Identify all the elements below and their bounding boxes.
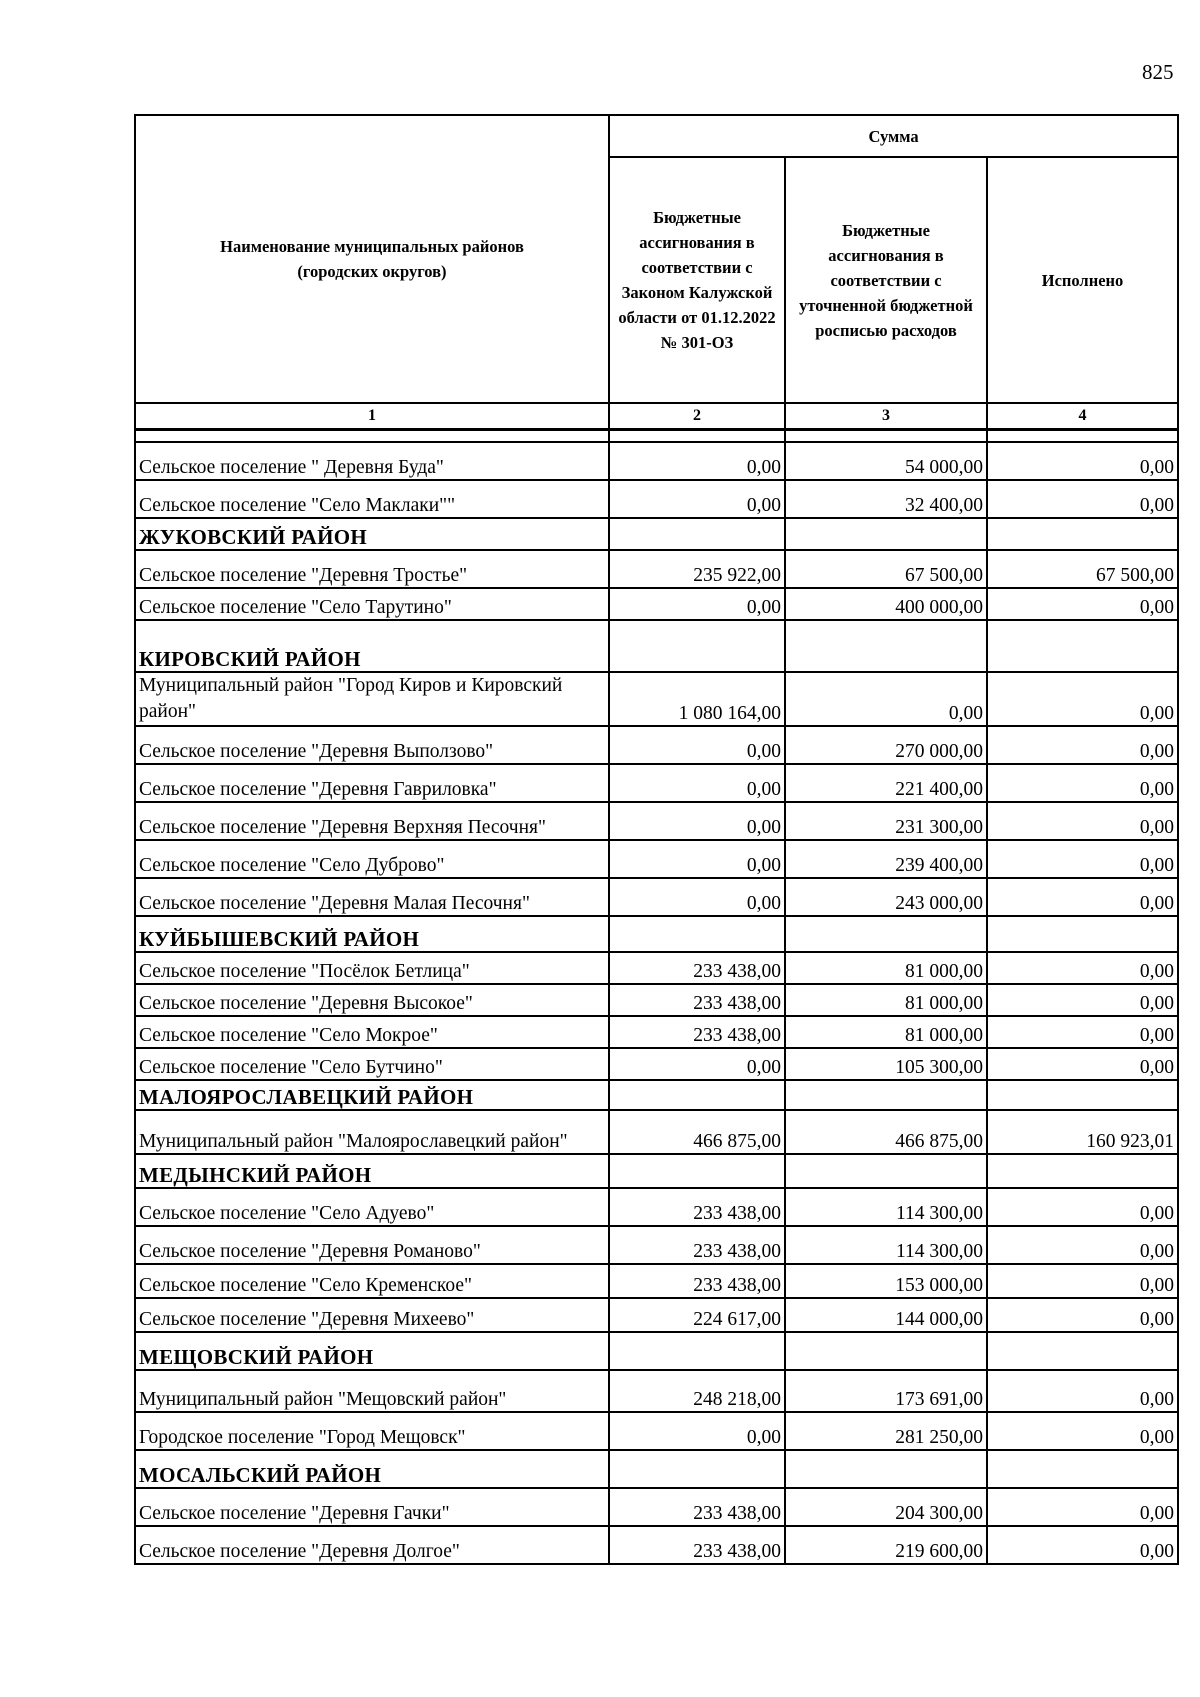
row-name: Сельское поселение "Деревня Малая Песочня" [135,878,609,916]
law-allocation-value: 233 438,00 [609,1016,785,1048]
table-body [135,442,1178,1564]
executed-value: 0,00 [987,840,1178,878]
district-row [135,916,1178,952]
refined-allocation-value [785,620,987,672]
law-allocation-value [609,916,785,952]
row-name: Сельское поселение "Посёлок Бетлица" [135,952,609,984]
row-name: Сельское поселение "Село Кременское" [135,1264,609,1298]
table-row [135,726,1178,764]
law-allocation-value [609,1332,785,1370]
column-number: 3 [785,403,987,430]
refined-allocation-value: 105 300,00 [785,1048,987,1080]
table-row [135,1488,1178,1526]
refined-allocation-value: 144 000,00 [785,1298,987,1332]
row-name: МЕЩОВСКИЙ РАЙОН [135,1332,609,1370]
row-name: Муниципальный район "Малоярославецкий район" [135,1110,609,1154]
column-group-sum: Сумма [609,115,1178,157]
refined-allocation-value: 114 300,00 [785,1188,987,1226]
refined-allocation-value [785,1450,987,1488]
refined-allocation-value: 173 691,00 [785,1370,987,1412]
row-name: Сельское поселение "Деревня Долгое" [135,1526,609,1564]
row-name: Сельское поселение "Деревня Романово" [135,1226,609,1264]
executed-value: 0,00 [987,802,1178,840]
executed-value: 0,00 [987,1526,1178,1564]
refined-allocation-value: 81 000,00 [785,984,987,1016]
law-allocation-value: 1 080 164,00 [609,672,785,726]
table-row [135,878,1178,916]
refined-allocation-value: 204 300,00 [785,1488,987,1526]
executed-value: 0,00 [987,984,1178,1016]
table-row [135,1264,1178,1298]
law-allocation-value: 0,00 [609,480,785,518]
table-row [135,1412,1178,1450]
column-header-refined-allocations: Бюджетные ассигнования в соответствии с уточненной бюджетной росписью расходов [785,157,987,403]
executed-value: 0,00 [987,1412,1178,1450]
row-name: МЕДЫНСКИЙ РАЙОН [135,1154,609,1188]
row-name: Сельское поселение " Деревня Буда" [135,442,609,480]
refined-allocation-value [785,1154,987,1188]
executed-value: 0,00 [987,588,1178,620]
law-allocation-value: 0,00 [609,1412,785,1450]
refined-allocation-value: 54 000,00 [785,442,987,480]
refined-allocation-value: 219 600,00 [785,1526,987,1564]
column-header-law-allocations: Бюджетные ассигнования в соответствии с Законом Калужской области от 01.12.2022 № 301-ОЗ [609,157,785,403]
refined-allocation-value: 239 400,00 [785,840,987,878]
row-name: Сельское поселение "Деревня Тростье" [135,550,609,588]
executed-value: 0,00 [987,480,1178,518]
row-name: Муниципальный район "Мещовский район" [135,1370,609,1412]
budget-table [134,114,1179,1565]
refined-allocation-value [785,1332,987,1370]
law-allocation-value [609,1080,785,1110]
refined-allocation-value: 221 400,00 [785,764,987,802]
law-allocation-value [609,1450,785,1488]
table-row [135,1188,1178,1226]
executed-value [987,1080,1178,1110]
district-row [135,1080,1178,1110]
table-row [135,1298,1178,1332]
law-allocation-value: 0,00 [609,1048,785,1080]
column-number: 4 [987,403,1178,430]
executed-value: 0,00 [987,442,1178,480]
executed-value: 0,00 [987,672,1178,726]
table-row [135,764,1178,802]
table-row [135,952,1178,984]
law-allocation-value [609,1154,785,1188]
law-allocation-value: 0,00 [609,442,785,480]
table-row [135,984,1178,1016]
law-allocation-value: 233 438,00 [609,1488,785,1526]
table-row [135,442,1178,480]
law-allocation-value: 233 438,00 [609,984,785,1016]
refined-allocation-value: 400 000,00 [785,588,987,620]
executed-value: 0,00 [987,764,1178,802]
header-spacer [135,430,1178,443]
law-allocation-value: 235 922,00 [609,550,785,588]
refined-allocation-value [785,1080,987,1110]
executed-value [987,620,1178,672]
district-row [135,1450,1178,1488]
law-allocation-value: 0,00 [609,588,785,620]
table-row [135,480,1178,518]
refined-allocation-value: 270 000,00 [785,726,987,764]
page-number: 825 [1142,60,1174,84]
row-name: Сельское поселение "Село Бутчино" [135,1048,609,1080]
row-name: Муниципальный район "Город Киров и Кировский район" [135,672,609,726]
row-name: МОСАЛЬСКИЙ РАЙОН [135,1450,609,1488]
row-name: Сельское поселение "Село Адуево" [135,1188,609,1226]
table-row [135,1016,1178,1048]
executed-value [987,1332,1178,1370]
law-allocation-value: 466 875,00 [609,1110,785,1154]
row-name: Сельское поселение "Село Маклаки"" [135,480,609,518]
executed-value: 0,00 [987,952,1178,984]
executed-value: 0,00 [987,878,1178,916]
row-name: Сельское поселение "Село Дуброво" [135,840,609,878]
table-row [135,840,1178,878]
refined-allocation-value: 81 000,00 [785,952,987,984]
refined-allocation-value: 114 300,00 [785,1226,987,1264]
refined-allocation-value: 67 500,00 [785,550,987,588]
table-row [135,1048,1178,1080]
row-name: Сельское поселение "Село Тарутино" [135,588,609,620]
row-name: ЖУКОВСКИЙ РАЙОН [135,518,609,550]
executed-value: 160 923,01 [987,1110,1178,1154]
row-name: Городское поселение "Город Мещовск" [135,1412,609,1450]
row-name: КУЙБЫШЕВСКИЙ РАЙОН [135,916,609,952]
refined-allocation-value: 466 875,00 [785,1110,987,1154]
row-name: Сельское поселение "Деревня Верхняя Песочня" [135,802,609,840]
row-name: КИРОВСКИЙ РАЙОН [135,620,609,672]
executed-value: 0,00 [987,1048,1178,1080]
row-name: Сельское поселение "Деревня Михеево" [135,1298,609,1332]
row-name: Сельское поселение "Деревня Выползово" [135,726,609,764]
district-row [135,518,1178,550]
table-row [135,588,1178,620]
refined-allocation-value: 243 000,00 [785,878,987,916]
law-allocation-value: 0,00 [609,764,785,802]
district-row [135,620,1178,672]
law-allocation-value: 233 438,00 [609,1264,785,1298]
executed-value: 0,00 [987,1188,1178,1226]
executed-value: 67 500,00 [987,550,1178,588]
table-row [135,1526,1178,1564]
executed-value: 0,00 [987,726,1178,764]
table-row [135,1370,1178,1412]
executed-value: 0,00 [987,1370,1178,1412]
table-row [135,1226,1178,1264]
law-allocation-value: 233 438,00 [609,952,785,984]
column-header-name: Наименование муниципальных районов (городских округов) [135,115,609,403]
district-row [135,1154,1178,1188]
column-number: 2 [609,403,785,430]
executed-value: 0,00 [987,1488,1178,1526]
law-allocation-value: 233 438,00 [609,1188,785,1226]
refined-allocation-value: 153 000,00 [785,1264,987,1298]
law-allocation-value: 233 438,00 [609,1526,785,1564]
law-allocation-value: 0,00 [609,840,785,878]
refined-allocation-value: 81 000,00 [785,1016,987,1048]
refined-allocation-value: 231 300,00 [785,802,987,840]
executed-value [987,1154,1178,1188]
law-allocation-value: 0,00 [609,726,785,764]
law-allocation-value: 0,00 [609,802,785,840]
executed-value [987,916,1178,952]
table-row [135,550,1178,588]
refined-allocation-value [785,916,987,952]
executed-value [987,518,1178,550]
law-allocation-value: 233 438,00 [609,1226,785,1264]
law-allocation-value: 224 617,00 [609,1298,785,1332]
row-name: МАЛОЯРОСЛАВЕЦКИЙ РАЙОН [135,1080,609,1110]
executed-value: 0,00 [987,1226,1178,1264]
refined-allocation-value: 281 250,00 [785,1412,987,1450]
refined-allocation-value [785,518,987,550]
column-number: 1 [135,403,609,430]
table-row [135,672,1178,726]
executed-value: 0,00 [987,1298,1178,1332]
refined-allocation-value: 0,00 [785,672,987,726]
executed-value: 0,00 [987,1016,1178,1048]
law-allocation-value: 248 218,00 [609,1370,785,1412]
table-row [135,802,1178,840]
row-name: Сельское поселение "Деревня Гачки" [135,1488,609,1526]
executed-value [987,1450,1178,1488]
row-name: Сельское поселение "Село Мокрое" [135,1016,609,1048]
law-allocation-value: 0,00 [609,878,785,916]
row-name: Сельское поселение "Деревня Гавриловка" [135,764,609,802]
district-row [135,1332,1178,1370]
row-name: Сельское поселение "Деревня Высокое" [135,984,609,1016]
law-allocation-value [609,518,785,550]
table-row [135,1110,1178,1154]
executed-value: 0,00 [987,1264,1178,1298]
refined-allocation-value: 32 400,00 [785,480,987,518]
column-header-executed: Исполнено [987,157,1178,403]
law-allocation-value [609,620,785,672]
